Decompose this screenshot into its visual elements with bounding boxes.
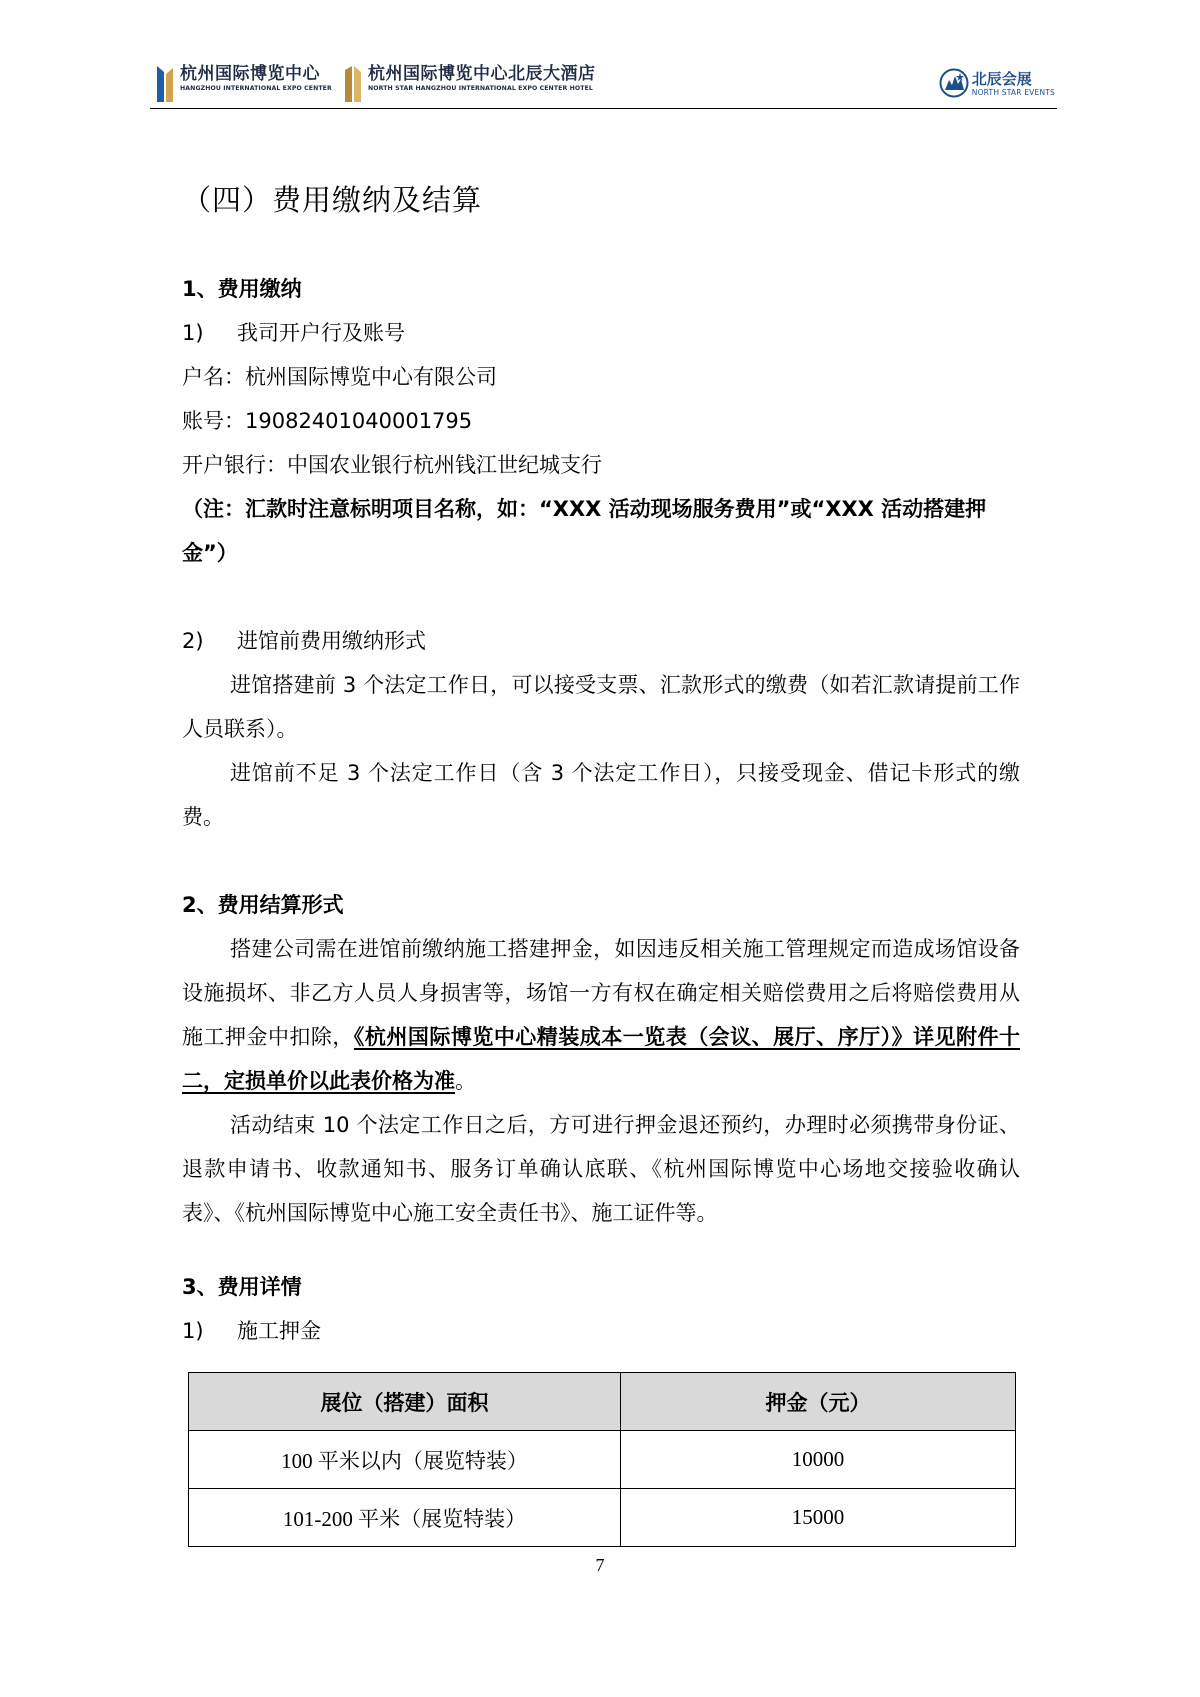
section-3-sub1 <box>182 1309 1020 1353</box>
remittance-note-line2: 金”） <box>182 541 238 565</box>
page-number: 7 <box>595 1555 605 1575</box>
sub2-label: 进馆前费用缴纳形式 <box>237 629 426 653</box>
account-number-label: 账号： <box>182 409 245 433</box>
logo-hz-cn: 杭州国际博览中心 <box>180 64 320 84</box>
section-1-title: 1、费用缴纳 <box>182 277 302 301</box>
table-header-row <box>189 1373 1016 1431</box>
hangzhou-expo-center-logo <box>155 64 332 104</box>
hotel-logo-icon <box>343 64 363 104</box>
logo-ns-en: NORTH STAR HANGZHOU INTERNATIONAL EXPO CENTER HOTEL <box>368 85 593 92</box>
document-body <box>182 175 1020 1353</box>
s3-sub1-number: 1) <box>182 1319 204 1343</box>
logo-nse-en: NORTH STAR EVENTS <box>971 87 1055 97</box>
settlement-end: 。 <box>455 1069 476 1093</box>
construction-deposit-table <box>188 1372 1016 1547</box>
header-deposit: 押金（元） <box>621 1373 1016 1431</box>
header-area: 展位（搭建）面积 <box>189 1373 621 1431</box>
section-1-sub1 <box>182 311 1020 355</box>
logo-nse-cn: 北辰会展 <box>971 69 1032 88</box>
area-cell: 101-200 平米（展览特装） <box>189 1489 621 1547</box>
deposit-cell: 15000 <box>621 1489 1016 1547</box>
account-number: 19082401040001795 <box>245 409 473 433</box>
sub1-number: 1) <box>182 321 204 345</box>
s3-sub1-label: 施工押金 <box>237 1319 321 1343</box>
expo-center-logo-icon <box>155 64 175 104</box>
cost-table-reference: 《杭州国际博览中心精装成本一览表（会议、展厅、序厅）》详见附件十二，定损单价以此表价格为准 <box>182 1025 1021 1093</box>
chapter-title: （四）费用缴纳及结算 <box>182 183 483 217</box>
sub1-label: 我司开户行及账号 <box>237 321 405 345</box>
settlement-deposit-para <box>182 927 1020 1103</box>
page-header <box>150 58 1057 109</box>
table-row <box>189 1431 1016 1489</box>
deposit-cell: 10000 <box>621 1431 1016 1489</box>
section-2-title: 2、费用结算形式 <box>182 893 344 917</box>
north-star-hotel-logo <box>343 64 596 104</box>
payment-before-entry-para: 进馆搭建前 3 个法定工作日，可以接受支票、汇款形式的缴费（如若汇款请提前工作人员联系）。 <box>182 673 1020 741</box>
section-1-sub2 <box>182 619 1020 663</box>
north-star-events-logo <box>939 68 1055 98</box>
account-number-line <box>182 399 1020 443</box>
logo-hz-en: HANGZHOU INTERNATIONAL EXPO CENTER <box>180 85 332 92</box>
deposit-refund-para: 活动结束 10 个法定工作日之后，方可进行押金退还预约，办理时必须携带身份证、退款申请书、收款通知书、服务订单确认底联、《杭州国际博览中心场地交接验收确认表》、《杭州国际博览中心施工安全责任书》、施工证件等。 <box>182 1113 1020 1225</box>
bank-name: 开户银行：中国农业银行杭州钱江世纪城支行 <box>182 453 602 477</box>
north-star-events-icon <box>939 68 969 98</box>
account-name: 户名：杭州国际博览中心有限公司 <box>182 365 497 389</box>
table-row <box>189 1489 1016 1547</box>
section-3-title: 3、费用详情 <box>182 1275 302 1299</box>
sub2-number: 2) <box>182 629 204 653</box>
area-cell: 100 平米以内（展览特装） <box>189 1431 621 1489</box>
settlement-plain-text: 搭建公司需在进馆前缴纳施工搭建押金，如因违反相关施工管理规定而造成场馆设备设施损坏、非乙方人员人身损害等，场馆一方有权在确定相关赔偿费用之后将赔偿费用从施工押金中扣除， <box>182 937 1020 1049</box>
remittance-note-line1: （注：汇款时注意标明项目名称，如：“XXX 活动现场服务费用”或“XXX 活动搭建押 <box>182 497 987 521</box>
payment-less-than-3-days-para: 进馆前不足 3 个法定工作日（含 3 个法定工作日），只接受现金、借记卡形式的缴费。 <box>182 761 1020 829</box>
logo-ns-cn: 杭州国际博览中心北辰大酒店 <box>368 64 596 84</box>
